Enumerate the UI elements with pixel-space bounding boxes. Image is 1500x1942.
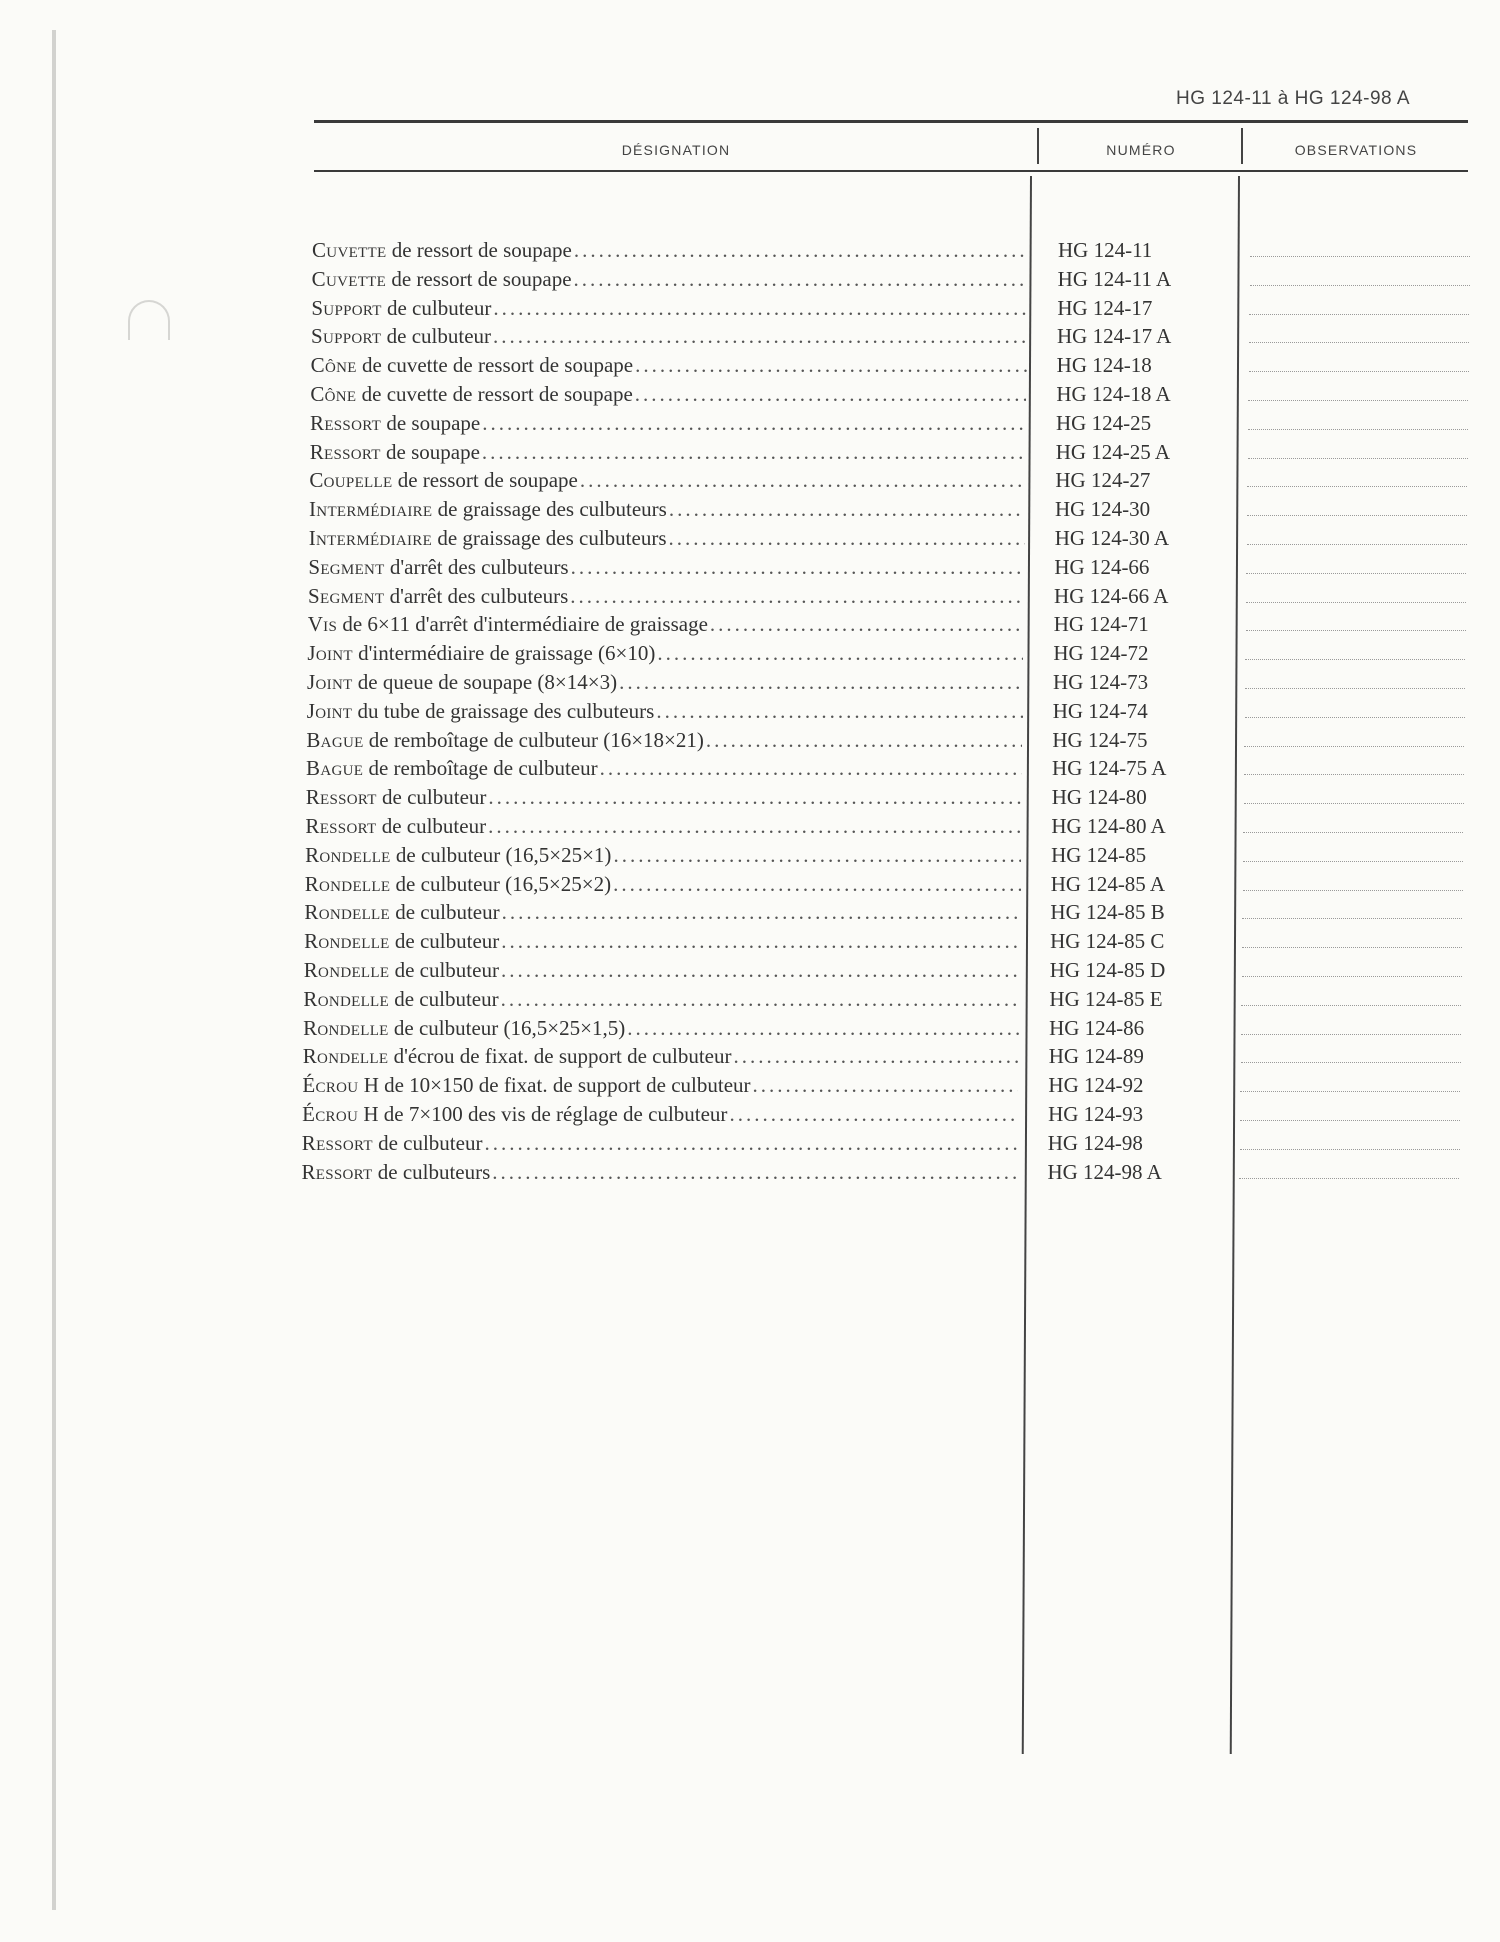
part-description: de remboîtage de culbuteur (16×18×21) [368,727,704,752]
part-name: Coupelle [309,468,393,493]
dot-leader [669,495,1025,523]
table-row [0,898,1500,927]
table-row [0,956,1500,985]
part-number: HG 124-17 A [1057,324,1172,349]
column-separator-header-1 [1037,128,1039,164]
observation-line [1248,458,1468,459]
part-description: du tube de graissage des culbuteurs [357,698,655,723]
part-name: Joint [307,641,353,666]
designation-cell [310,438,1026,466]
part-name: Ressort [305,785,377,810]
dot-leader [484,1129,1017,1157]
observation-line [1243,832,1463,833]
part-number: HG 124-30 [1055,497,1151,522]
observation-line [1250,256,1470,257]
dot-leader [657,639,1023,667]
part-description: de cuvette de ressort de soupape [361,353,634,378]
part-name: Rondelle [303,986,389,1011]
part-name: Ressort [301,1130,373,1155]
table-row [0,754,1500,783]
part-name: Intermédiaire [309,497,433,522]
table-row [0,524,1500,553]
dot-leader [482,438,1026,466]
table-row [0,553,1500,582]
designation-cell [312,265,1028,293]
designation-cell [306,783,1022,811]
observation-line [1241,1034,1461,1035]
dot-leader [571,553,1025,581]
table-row [0,812,1500,841]
part-number: HG 124-85 D [1049,957,1166,982]
part-number: HG 124-93 [1048,1101,1144,1126]
dot-leader [706,726,1023,754]
observation-line [1241,1062,1461,1063]
dot-leader [753,1071,1019,1099]
observation-line [1248,400,1468,401]
designation-cell [309,466,1025,494]
part-number: HG 124-75 [1052,727,1148,752]
observation-line [1246,602,1466,603]
part-description: de 6×11 d'arrêt d'intermédiaire de graissage [342,612,708,637]
designation-cell [303,1042,1019,1070]
part-name: Ressort [301,1159,373,1184]
part-number: HG 124-18 A [1056,381,1171,406]
dot-leader [502,898,1021,926]
part-number: HG 124-92 [1048,1073,1144,1098]
part-description: d'arrêt des culbuteurs [389,554,569,579]
table-row [0,783,1500,812]
part-name: Segment [308,554,385,579]
part-description: de ressort de soupape [397,468,578,493]
table-row [0,582,1500,611]
dot-leader [482,409,1026,437]
part-name: Ressort [309,439,381,464]
designation-cell [306,726,1022,754]
dot-leader [501,956,1020,984]
table-row [0,1014,1500,1043]
part-number: HG 124-18 [1056,353,1152,378]
observation-line [1247,515,1467,516]
part-number: HG 124-85 C [1050,929,1165,954]
part-name: Rondelle [302,1044,389,1069]
dot-leader [488,783,1021,811]
designation-cell [312,236,1028,264]
table-row [0,1042,1500,1071]
part-number: HG 124-85 B [1050,900,1165,925]
designation-cell [302,1129,1018,1157]
part-number: HG 124-30 A [1054,525,1170,550]
dot-leader [600,754,1022,782]
observation-line [1241,1005,1461,1006]
table-row [0,495,1500,524]
observation-line [1248,429,1468,430]
designation-cell [304,956,1020,984]
part-number: HG 124-27 [1055,468,1151,493]
designation-cell [301,1158,1017,1186]
dot-leader [574,236,1028,264]
part-description: de culbuteur [382,785,487,810]
observation-line [1240,1091,1460,1092]
part-name: Rondelle [303,957,390,982]
observation-line [1245,659,1465,660]
part-description: de remboîtage de culbuteur [368,756,598,781]
observation-line [1245,688,1465,689]
part-name: Ressort [305,813,377,838]
dot-leader [493,322,1027,350]
part-name: Cône [310,381,357,406]
part-description: de culbuteurs [377,1159,491,1184]
table-row [0,1100,1500,1129]
table-row [0,265,1500,294]
part-number: HG 124-71 [1053,612,1149,637]
observation-line [1249,371,1469,372]
observation-line [1240,1120,1460,1121]
part-description: de graissage des culbuteurs [437,525,667,550]
dot-leader [635,351,1027,379]
part-name: Rondelle [304,929,390,954]
part-name: Rondelle [305,842,391,867]
dot-leader [501,985,1020,1013]
designation-cell [308,582,1024,610]
observation-line [1249,314,1469,315]
observation-line [1239,1178,1459,1179]
dot-leader [492,1158,1017,1186]
part-number: HG 124-74 [1052,698,1148,723]
designation-cell [309,524,1025,552]
part-description: de queue de soupape (8×14×3) [357,669,618,694]
table-row [0,380,1500,409]
part-name: Vis [307,612,338,637]
column-header-numero: NUMÉRO [1106,142,1176,158]
table-row [0,639,1500,668]
part-number: HG 124-80 A [1051,813,1166,838]
part-number: HG 124-85 [1051,842,1147,867]
designation-cell [306,754,1022,782]
table-row [0,409,1500,438]
designation-cell [311,351,1027,379]
part-number: HG 124-25 [1056,410,1152,435]
part-description: de culbuteur [394,929,500,954]
part-description: de culbuteur [381,813,487,838]
part-name: Rondelle [304,871,391,896]
table-row [0,668,1500,697]
dot-leader [619,668,1023,696]
part-description: H de 7×100 des vis de réglage de culbuteur [363,1101,728,1126]
part-description: d'écrou de fixat. de support de culbuteur [393,1044,732,1069]
part-name: Écrou [302,1101,359,1126]
column-separator-header-2 [1241,128,1243,164]
table-row [0,294,1500,323]
table-row [0,236,1500,265]
part-name: Rondelle [303,1015,389,1040]
part-number: HG 124-66 A [1054,583,1169,608]
designation-cell [311,294,1027,322]
designation-cell [303,1014,1019,1042]
part-number: HG 124-86 [1049,1015,1145,1040]
designation-cell [308,553,1024,581]
part-name: Joint [307,669,353,694]
part-description: de culbuteur [386,324,492,349]
observation-line [1246,573,1466,574]
part-description: de culbuteur [386,295,492,320]
observation-line [1242,918,1462,919]
designation-cell [309,495,1025,523]
observation-line [1240,1149,1460,1150]
observation-line [1247,544,1467,545]
designation-cell [302,1100,1018,1128]
designation-cell [302,1071,1018,1099]
table-row [0,985,1500,1014]
part-name: Joint [306,698,353,723]
part-name: Segment [308,583,385,608]
part-number: HG 124-11 [1058,238,1153,262]
table-row [0,466,1500,495]
table-row [0,1129,1500,1158]
designation-cell [304,898,1020,926]
designation-cell [303,985,1019,1013]
part-description: de culbuteur (16,5×25×1,5) [393,1015,626,1040]
part-description: de ressort de soupape [391,266,572,291]
designation-cell [307,697,1023,725]
part-number: HG 124-17 [1057,295,1153,320]
part-description: de culbuteur [394,957,499,982]
designation-cell [304,927,1020,955]
designation-cell [310,409,1026,437]
observation-line [1243,890,1463,891]
designation-cell [307,668,1023,696]
part-name: Ressort [310,410,382,435]
dot-leader [574,265,1028,293]
designation-cell [307,639,1023,667]
part-name: Intermédiaire [308,525,433,550]
part-name: Support [311,324,382,349]
dot-leader [613,841,1021,869]
part-description: de culbuteur [378,1130,483,1155]
table-row [0,927,1500,956]
part-number: HG 124-85 A [1050,871,1166,896]
table-row [0,322,1500,351]
dot-leader [488,812,1021,840]
part-number: HG 124-85 E [1049,986,1163,1011]
part-name: Cuvette [311,266,387,291]
designation-cell [308,610,1024,638]
dot-leader [656,697,1022,725]
dot-leader [635,380,1027,408]
observation-line [1244,746,1464,747]
table-row [0,351,1500,380]
page-reference: HG 124-11 à HG 124-98 A [1176,88,1410,109]
part-number: HG 124-11 A [1057,266,1172,291]
table-row [0,438,1500,467]
part-description: de graissage des culbuteurs [437,497,667,522]
dot-leader [669,524,1025,552]
part-description: H de 10×150 de fixat. de support de culbuteur [363,1073,751,1098]
part-description: d'arrêt des culbuteurs [389,583,569,608]
part-number: HG 124-73 [1053,669,1149,694]
observation-line [1247,486,1467,487]
observation-line [1245,717,1465,718]
table-row [0,726,1500,755]
column-header-designation: DÉSIGNATION [621,142,731,158]
part-number: HG 124-98 A [1047,1159,1162,1184]
dot-leader [501,927,1020,955]
part-number: HG 124-25 A [1055,439,1171,464]
observation-line [1250,285,1470,286]
table-row [0,697,1500,726]
observation-line [1249,342,1469,343]
part-name: Cuvette [312,238,387,262]
designation-cell [305,812,1021,840]
observation-line [1246,630,1466,631]
part-name: Écrou [302,1073,359,1098]
dot-leader [627,1014,1019,1042]
part-number: HG 124-80 [1051,785,1147,810]
part-description: de soupape [386,439,480,464]
observation-line [1244,774,1464,775]
parts-list [0,236,1500,1186]
part-number: HG 124-75 A [1052,756,1167,781]
table-row [0,1071,1500,1100]
designation-cell [305,870,1021,898]
header-bottom-rule [314,170,1468,172]
dot-leader [580,466,1025,494]
table-row [0,1158,1500,1187]
part-number: HG 124-98 [1047,1130,1143,1155]
observation-line [1243,861,1463,862]
designation-cell [311,322,1027,350]
part-number: HG 124-89 [1048,1044,1144,1069]
part-name: Bague [306,756,364,781]
part-description: de cuvette de ressort de soupape [361,381,633,406]
table-row [0,841,1500,870]
part-number: HG 124-72 [1053,641,1149,666]
part-name: Bague [306,727,364,752]
part-description: de culbuteur [395,900,500,925]
observation-line [1244,803,1464,804]
dot-leader [710,610,1024,638]
dot-leader [493,294,1027,322]
part-description: de culbuteur [394,986,499,1011]
part-description: de culbuteur (16,5×25×1) [395,842,612,867]
part-number: HG 124-66 [1054,554,1150,579]
part-description: de ressort de soupape [391,238,572,262]
dot-leader [729,1100,1018,1128]
table-row [0,610,1500,639]
column-header-observations: OBSERVATIONS [1294,142,1418,158]
observation-line [1242,947,1462,948]
header-top-rule [314,120,1468,123]
part-name: Rondelle [304,900,390,925]
part-name: Support [311,295,382,320]
part-description: de soupape [386,410,481,435]
dot-leader [613,870,1021,898]
dot-leader [733,1042,1018,1070]
part-name: Cône [310,353,357,378]
part-description: de culbuteur (16,5×25×2) [395,871,612,896]
observation-line [1242,976,1462,977]
designation-cell [310,380,1026,408]
part-description: d'intermédiaire de graissage (6×10) [358,641,656,666]
designation-cell [305,841,1021,869]
dot-leader [570,582,1024,610]
table-row [0,870,1500,899]
